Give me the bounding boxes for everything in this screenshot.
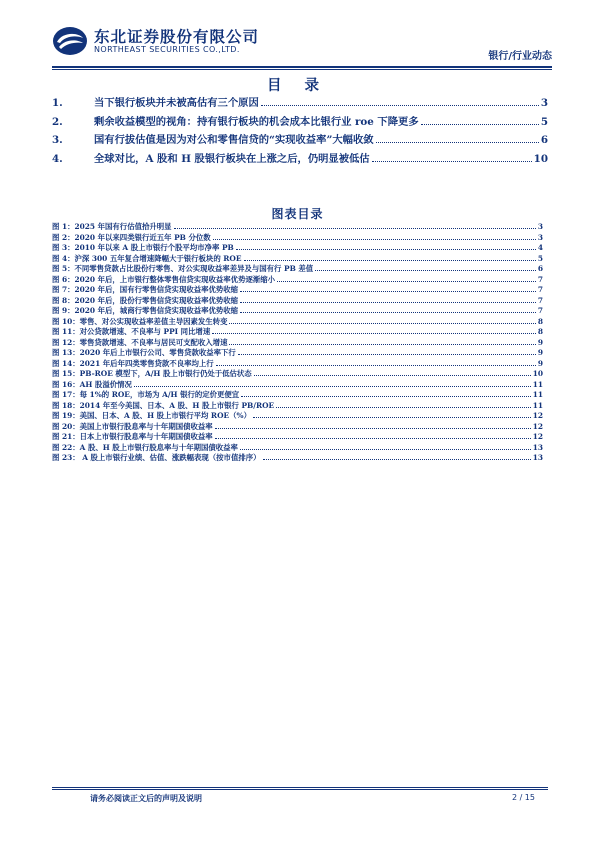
figure-entry-title: 图 23： A 股上市银行业绩、估值、涨跌幅表现（按市值排序） bbox=[52, 453, 261, 462]
dot-leader bbox=[238, 353, 536, 355]
company-name-en: NORTHEAST SECURITIES CO.,LTD. bbox=[94, 45, 240, 54]
dot-leader bbox=[372, 160, 532, 162]
figure-entry-page: 8 bbox=[537, 327, 543, 336]
figure-entry-page: 10 bbox=[532, 369, 543, 378]
figure-entry-title: 图 19：美国、日本、A 股、H 股上市银行平均 ROE（%） bbox=[52, 411, 251, 420]
figure-entry-title: 图 17：每 1%的 ROE，市场为 A/H 银行的定价更便宜 bbox=[52, 390, 240, 399]
figure-entry-title: 图 4：沪深 300 五年复合增速降幅大于银行板块的 ROE bbox=[52, 253, 242, 263]
dot-leader bbox=[240, 290, 536, 292]
dot-leader bbox=[261, 104, 539, 106]
toc-entry-number: 4. bbox=[52, 152, 63, 165]
figure-entry[interactable] bbox=[52, 316, 543, 327]
figure-entry[interactable] bbox=[52, 400, 543, 411]
page-number: 2 / 15 bbox=[511, 793, 535, 802]
dot-leader bbox=[241, 395, 531, 397]
figure-list-title: 图表目录 bbox=[271, 207, 324, 221]
toc-entry[interactable] bbox=[52, 113, 548, 132]
company-name-cn: 东北证券股份有限公司 bbox=[94, 28, 260, 46]
figure-entry[interactable] bbox=[52, 326, 543, 337]
figure-entry-page: 12 bbox=[532, 411, 543, 420]
dot-leader bbox=[240, 301, 536, 303]
toc-entry-page: 3 bbox=[540, 97, 548, 109]
figure-entry[interactable] bbox=[52, 368, 543, 379]
figure-entry[interactable] bbox=[52, 274, 543, 285]
footer-disclaimer: 请务必阅读正文后的声明及说明 bbox=[90, 793, 202, 803]
footer-divider-thin bbox=[52, 789, 548, 790]
toc-list bbox=[52, 94, 548, 168]
figure-entry-title: 图 8：2020 年后，股份行零售信贷实现收益率优势收缩 bbox=[52, 295, 239, 305]
figure-entry[interactable] bbox=[52, 379, 543, 390]
figure-entry-page: 6 bbox=[537, 264, 543, 273]
toc-entry[interactable] bbox=[52, 94, 548, 113]
dot-leader bbox=[253, 416, 531, 418]
figure-entry[interactable] bbox=[52, 410, 543, 421]
figure-entry-title: 图 18：2014 年至今美国、日本、A 股、H 股上市银行 PB/ROE bbox=[52, 400, 275, 410]
toc-entry[interactable] bbox=[52, 150, 548, 169]
toc-entry-title: 全球对比，A 股和 H 股银行板块在上涨之后，仍明显被低估 bbox=[94, 152, 370, 165]
dot-leader bbox=[263, 458, 531, 460]
footer-divider bbox=[52, 787, 548, 788]
toc-entry-page: 5 bbox=[540, 115, 548, 128]
figure-entry-title: 图 22：A 股、H 股上市银行股息率与十年期国债收益率 bbox=[52, 442, 238, 452]
dot-leader bbox=[229, 343, 535, 345]
figure-entry-title: 图 12：零售贷款增速、不良率与居民可支配收入增速 bbox=[52, 337, 228, 347]
figure-entry-page: 7 bbox=[537, 285, 543, 294]
figure-entry-page: 12 bbox=[532, 421, 543, 431]
dot-leader bbox=[134, 385, 531, 387]
figure-entry-page: 3 bbox=[537, 222, 543, 231]
toc-entry-number: 3. bbox=[52, 134, 63, 147]
figure-entry-page: 11 bbox=[532, 390, 543, 399]
figure-entry-page: 7 bbox=[537, 306, 543, 315]
dot-leader bbox=[240, 311, 536, 313]
toc-entry-title: 国有行拔估值是因为对公和零售信贷的“实现收益率”大幅收敛 bbox=[94, 134, 374, 147]
toc-entry-number: 2. bbox=[52, 115, 63, 128]
dot-leader bbox=[277, 280, 536, 282]
figure-entry-title: 图 7：2020 年后，国有行零售信贷实现收益率优势收缩 bbox=[52, 285, 239, 294]
figure-entry[interactable] bbox=[52, 389, 543, 400]
dot-leader bbox=[215, 427, 531, 429]
figure-entry-page: 3 bbox=[537, 232, 543, 242]
toc-entry-page: 6 bbox=[540, 134, 548, 147]
page-header bbox=[52, 22, 552, 66]
figure-entry-page: 7 bbox=[537, 274, 543, 284]
figure-entry[interactable] bbox=[52, 242, 543, 253]
figure-entry[interactable] bbox=[52, 263, 543, 274]
dot-leader bbox=[254, 374, 531, 376]
dot-leader bbox=[315, 269, 536, 271]
figure-entry-title: 图 20：美国上市银行股息率与十年期国债收益率 bbox=[52, 421, 213, 431]
figure-entry-title: 图 1：2025 年国有行估值拾升明显 bbox=[52, 222, 172, 231]
dot-leader bbox=[421, 123, 539, 125]
figure-entry-page: 5 bbox=[537, 253, 543, 263]
header-divider-thin bbox=[52, 69, 552, 70]
report-category: 银行/行业动态 bbox=[488, 51, 552, 62]
figure-entry-page: 9 bbox=[537, 348, 543, 357]
figure-entry[interactable] bbox=[52, 232, 543, 243]
dot-leader bbox=[215, 437, 531, 439]
figure-entry[interactable] bbox=[52, 347, 543, 358]
figure-entry[interactable] bbox=[52, 221, 543, 232]
figure-entry-title: 图 15：PB-ROE 模型下，A/H 股上市银行仍处于低估状态 bbox=[52, 369, 252, 378]
figure-entry[interactable] bbox=[52, 253, 543, 264]
figure-entry-title: 图 9：2020 年后，城商行零售信贷实现收益率优势收缩 bbox=[52, 306, 239, 315]
figure-entry-title: 图 13：2020 年后上市银行公司、零售贷款收益率下行 bbox=[52, 348, 236, 357]
figure-list bbox=[52, 221, 543, 463]
figure-entry-page: 11 bbox=[532, 379, 543, 389]
figure-entry[interactable] bbox=[52, 421, 543, 432]
dot-leader bbox=[240, 448, 531, 450]
toc-entry[interactable] bbox=[52, 131, 548, 150]
figure-entry-page: 4 bbox=[537, 243, 543, 252]
figure-entry-title: 图 5：不同零售贷款占比股份行零售、对公实现收益率差异及与国有行 PB 差值 bbox=[52, 264, 314, 273]
toc-entry-page: 10 bbox=[533, 152, 548, 165]
figure-entry[interactable] bbox=[52, 452, 543, 463]
figure-entry-page: 9 bbox=[537, 337, 543, 347]
toc-entry-title: 剩余收益模型的视角：持有银行板块的机会成本比银行业 roe 下降更多 bbox=[94, 115, 419, 128]
figure-entry-title: 图 3：2010 年以来 A 股上市银行个股平均市净率 PB bbox=[52, 243, 234, 252]
figure-entry-title: 图 16：AH 股溢价情况 bbox=[52, 379, 132, 389]
figure-entry-title: 图 10：零售、对公实现收益率差值主导因素发生转变 bbox=[52, 316, 228, 326]
figure-entry-page: 8 bbox=[537, 316, 543, 326]
figure-entry-page: 7 bbox=[537, 295, 543, 305]
dot-leader bbox=[236, 248, 536, 250]
dot-leader bbox=[244, 259, 536, 261]
dot-leader bbox=[229, 322, 535, 324]
figure-entry-page: 13 bbox=[532, 442, 543, 452]
figure-entry-title: 图 21：日本上市银行股息率与十年期国债收益率 bbox=[52, 432, 213, 441]
figure-entry-page: 12 bbox=[532, 432, 543, 441]
figure-entry[interactable] bbox=[52, 358, 543, 369]
figure-entry[interactable] bbox=[52, 442, 543, 453]
figure-entry-title: 图 11：对公贷款增速、不良率与 PPI 同比增速 bbox=[52, 327, 211, 336]
figure-entry-page: 11 bbox=[532, 400, 543, 410]
dot-leader bbox=[216, 364, 536, 366]
dot-leader bbox=[212, 332, 536, 334]
figure-entry[interactable] bbox=[52, 295, 543, 306]
figure-entry-page: 13 bbox=[532, 453, 543, 462]
figure-entry[interactable] bbox=[52, 305, 543, 316]
figure-entry[interactable] bbox=[52, 431, 543, 442]
figure-entry-title: 图 6：2020 年后，上市银行整体零售信贷实现收益率优势逐渐缩小 bbox=[52, 274, 276, 284]
figure-entry[interactable] bbox=[52, 284, 543, 295]
dot-leader bbox=[174, 227, 536, 229]
toc-entry-number: 1. bbox=[52, 97, 63, 109]
toc-title: 目 录 bbox=[266, 77, 329, 94]
figure-entry[interactable] bbox=[52, 337, 543, 348]
figure-entry-page: 9 bbox=[537, 358, 543, 368]
dot-leader bbox=[376, 141, 539, 143]
dot-leader bbox=[276, 406, 531, 408]
figure-entry-title: 图 14：2021 年后年四类零售贷款不良率均上行 bbox=[52, 358, 214, 368]
toc-entry-title: 当下银行板块并未被高估有三个原因 bbox=[94, 97, 259, 109]
dot-leader bbox=[213, 238, 536, 240]
header-divider bbox=[52, 66, 552, 68]
company-logo-icon bbox=[52, 26, 88, 56]
figure-entry-title: 图 2：2020 年以来四类银行近五年 PB 分位数 bbox=[52, 232, 211, 242]
